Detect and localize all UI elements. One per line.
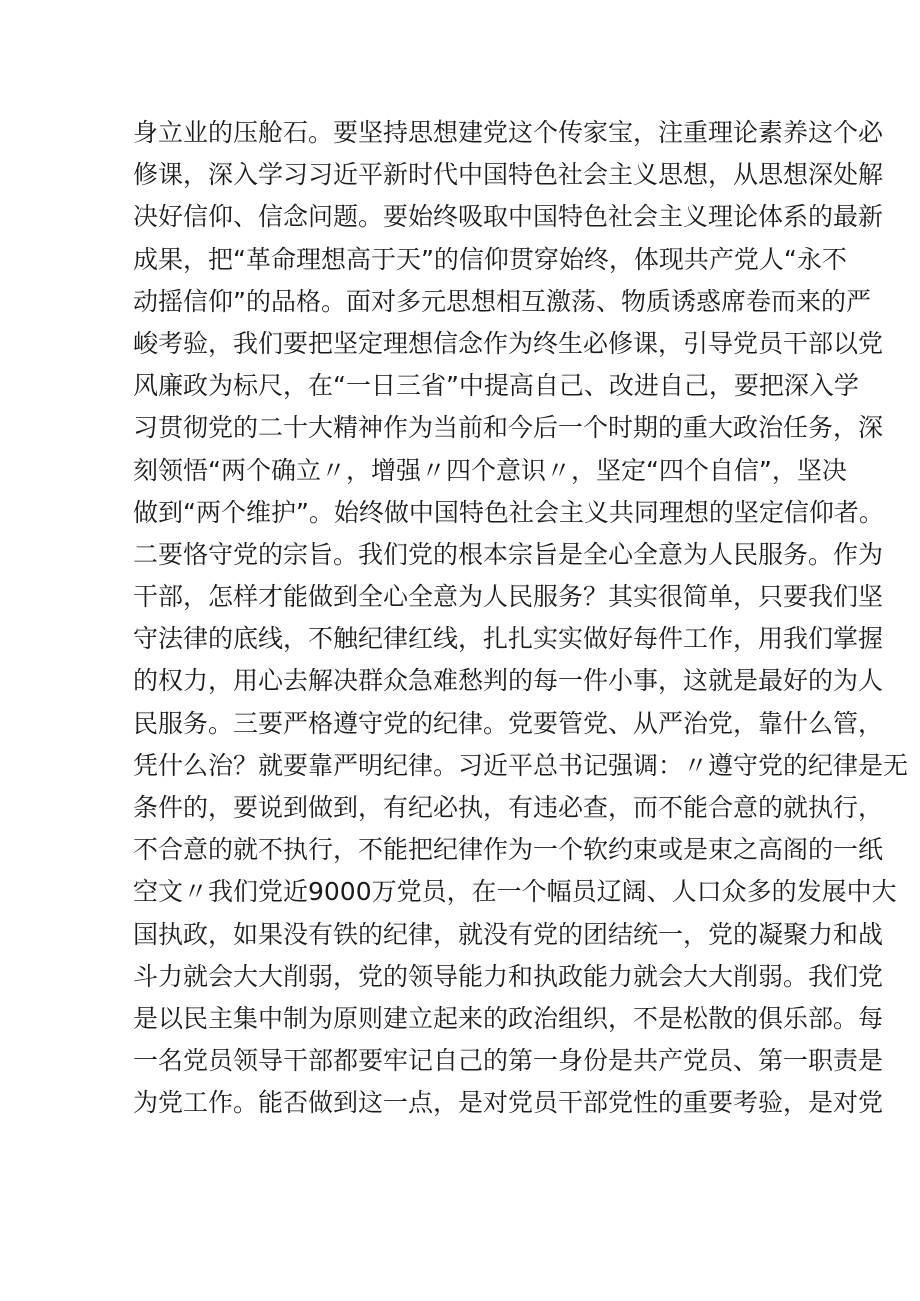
text-line: 做到“两个维护”。始终做中国特色社会主义共同理想的坚定信仰者。: [133, 497, 884, 527]
text-line: 是以民主集中制为原则建立起来的政治组织，不是松散的俱乐部。每: [133, 1003, 884, 1033]
text-line: 决好信仰、信念问题。要始终吸取中国特色社会主义理论体系的最新: [133, 202, 884, 232]
text-line: 为党工作。能否做到这一点，是对党员干部党性的重要考验，是对党: [133, 1088, 884, 1118]
text-line: 的权力，用心去解决群众急难愁判的每一件小事，这就是最好的为人: [133, 666, 884, 696]
text-line: 条件的，要说到做到，有纪必执，有违必查，而不能合意的就执行，: [133, 793, 884, 822]
text-line: 身立业的压舱石。要坚持思想建党这个传家宝，注重理论素养这个必: [133, 118, 884, 147]
text-line: 习贯彻党的二十大精神作为当前和今后一个时期的重大政治任务，深: [133, 413, 884, 443]
text-line: 峻考验，我们要把坚定理想信念作为终生必修课，引导党员干部以党: [133, 328, 884, 358]
text-line: 动摇信仰”的品格。面对多元思想相互激荡、物质诱惑席卷而来的严: [133, 286, 871, 316]
body-text: [133, 112, 909, 1125]
text-line: 斗力就会大大削弱，党的领导能力和执政能力就会大大削弱。我们党: [133, 961, 884, 991]
text-line: 干部，怎样才能做到全心全意为人民服务？其实很简单，只要我们坚: [133, 582, 884, 612]
text-line: 二要恪守党的宗旨。我们党的根本宗旨是全心全意为人民服务。作为: [133, 539, 884, 569]
text-line: 一名党员领导干部都要牢记自己的第一身份是共产党员、第一职责是: [133, 1046, 884, 1076]
text-line: 成果，把“革命理想高于天”的信仰贯穿始终，体现共产党人“永不: [133, 244, 847, 274]
text-line: 国执政，如果没有铁的纪律，就没有党的团结统一，党的凝聚力和战: [133, 919, 884, 949]
text-line: 守法律的底线，不触纪律红线，扎扎实实做好每件工作，用我们掌握: [133, 624, 884, 654]
text-line: 不合意的就不执行，不能把纪律作为一个软约束或是束之高阁的一纸: [133, 835, 884, 865]
text-line: 凭什么治？就要靠严明纪律。习近平总书记强调：〃遵守党的纪律是无: [133, 750, 909, 780]
text-line: 修课，深入学习习近平新时代中国特色社会主义思想，从思想深处解: [133, 160, 884, 190]
text-line: 刻领悟“两个确立〃，增强〃四个意识〃，坚定“四个自信”，坚决: [133, 455, 847, 485]
text-line: 风廉政为标尺，在“一日三省”中提高自己、改进自己，要把深入学: [133, 371, 859, 401]
text-line: 民服务。三要严格遵守党的纪律。党要管党、从严治党，靠什么管，: [133, 708, 884, 738]
text-line: 空文〃我们党近9000万党员，在一个幅员辽阔、人口众多的发展中大: [133, 877, 897, 907]
